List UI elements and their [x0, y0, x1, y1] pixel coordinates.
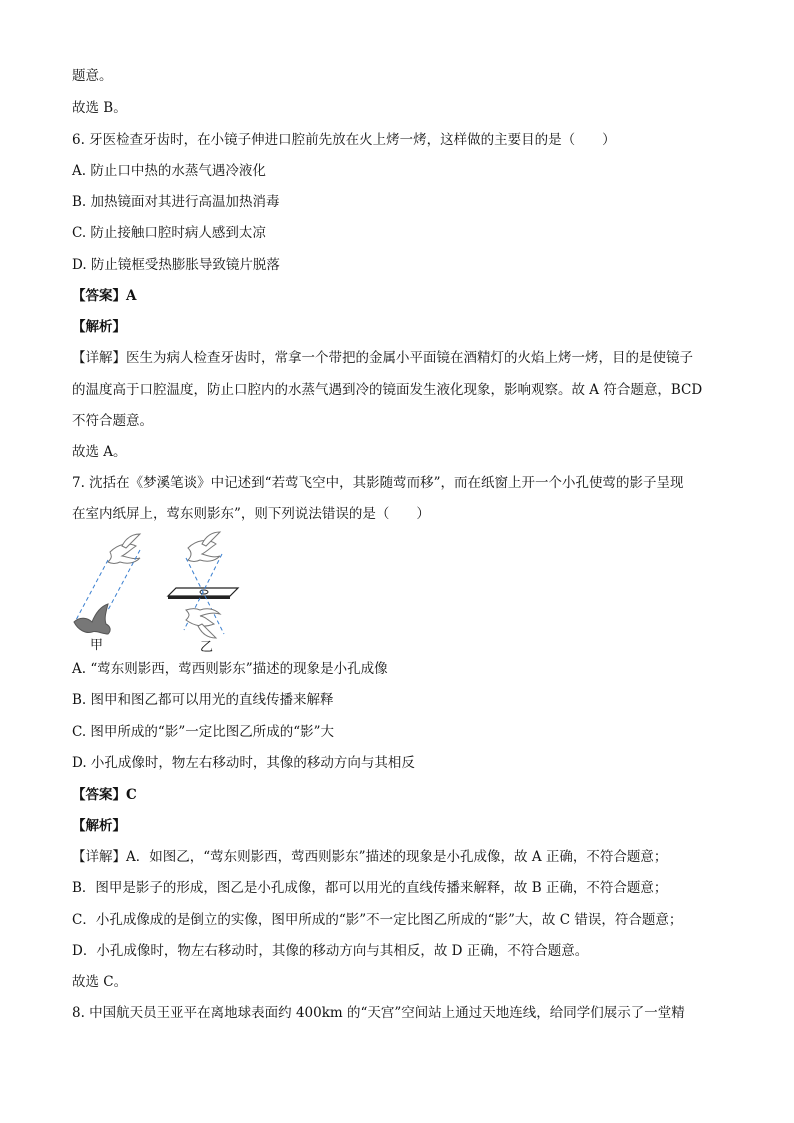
question-6-stem: 6. 牙医检查牙齿时，在小镜子伸进口腔前先放在火上烤一烤，这样做的主要目的是（ ） — [72, 132, 616, 148]
explanation-line: D．小孔成像时，物左右移动时，其像的移动方向与其相反，故 D 正确，不符合题意。 — [72, 943, 589, 959]
option-c: C. 防止接触口腔时病人感到太凉 — [72, 225, 266, 241]
text-line: 故选 B。 — [72, 100, 127, 116]
answer-label: 【答案】C — [72, 787, 137, 803]
option-b: B. 图甲和图乙都可以用光的直线传播来解释 — [72, 692, 334, 708]
text-line: 故选 A。 — [72, 444, 127, 460]
question-7-stem: 在室内纸屏上，莺东则影东”，则下列说法错误的是（ ） — [72, 506, 430, 522]
explanation-line: 【详解】医生为病人检查牙齿时，常拿一个带把的金属小平面镜在酒精灯的火焰上烤一烤，目的是使镜子 — [72, 350, 693, 366]
bird-right-icon — [188, 532, 220, 562]
inverted-bird-icon — [186, 609, 220, 639]
option-b: B. 加热镜面对其进行高温加热消毒 — [72, 194, 280, 210]
shadow-bird-icon — [74, 604, 110, 634]
option-a: A. 防止口中热的水蒸气遇冷液化 — [72, 163, 266, 179]
question-7-stem: 7. 沈括在《梦溪笔谈》中记述到“若莺飞空中，其影随莺而移”，而在纸窗上开一个小孔使莺的影子呈现 — [72, 475, 684, 491]
explanation-line: C．小孔成像成的是倒立的实像，图甲所成的“影”不一定比图乙所成的“影”大，故 C 错误，符合题意； — [72, 912, 683, 928]
pinhole-shadow-figure — [70, 530, 240, 655]
figure-label-yi: 乙 — [200, 640, 214, 655]
option-d: D. 小孔成像时，物左右移动时，其像的移动方向与其相反 — [72, 755, 415, 771]
option-a: A. “莺东则影西，莺西则影东”描述的现象是小孔成像 — [72, 661, 388, 677]
analysis-label: 【解析】 — [72, 818, 126, 834]
pinhole — [200, 590, 208, 594]
explanation-line: 不符合题意。 — [72, 413, 153, 429]
text-line: 题意。 — [72, 68, 113, 84]
figure-label-jia: 甲 — [90, 638, 104, 653]
analysis-label: 【解析】 — [72, 319, 126, 335]
option-c: C. 图甲所成的“影”一定比图乙所成的“影”大 — [72, 724, 335, 740]
option-d: D. 防止镜框受热膨胀导致镜片脱落 — [72, 257, 280, 273]
explanation-line: 【详解】A．如图乙，“莺东则影西，莺西则影东”描述的现象是小孔成像，故 A 正确，不符合题意； — [72, 849, 668, 865]
answer-label: 【答案】A — [72, 288, 137, 304]
explanation-line: B．图甲是影子的形成，图乙是小孔成像，都可以用光的直线传播来解释，故 B 正确，不符合题意； — [72, 880, 668, 896]
text-line: 故选 C。 — [72, 974, 128, 990]
explanation-line: 的温度高于口腔温度，防止口腔内的水蒸气遇到冷的镜面发生液化现象，影响观察。故 A 符合题意，BCD — [72, 382, 703, 398]
question-8-stem: 8. 中国航天员王亚平在离地球表面约 400km 的“天宫”空间站上通过天地连线，给同学们展示了一堂精 — [72, 1005, 685, 1021]
